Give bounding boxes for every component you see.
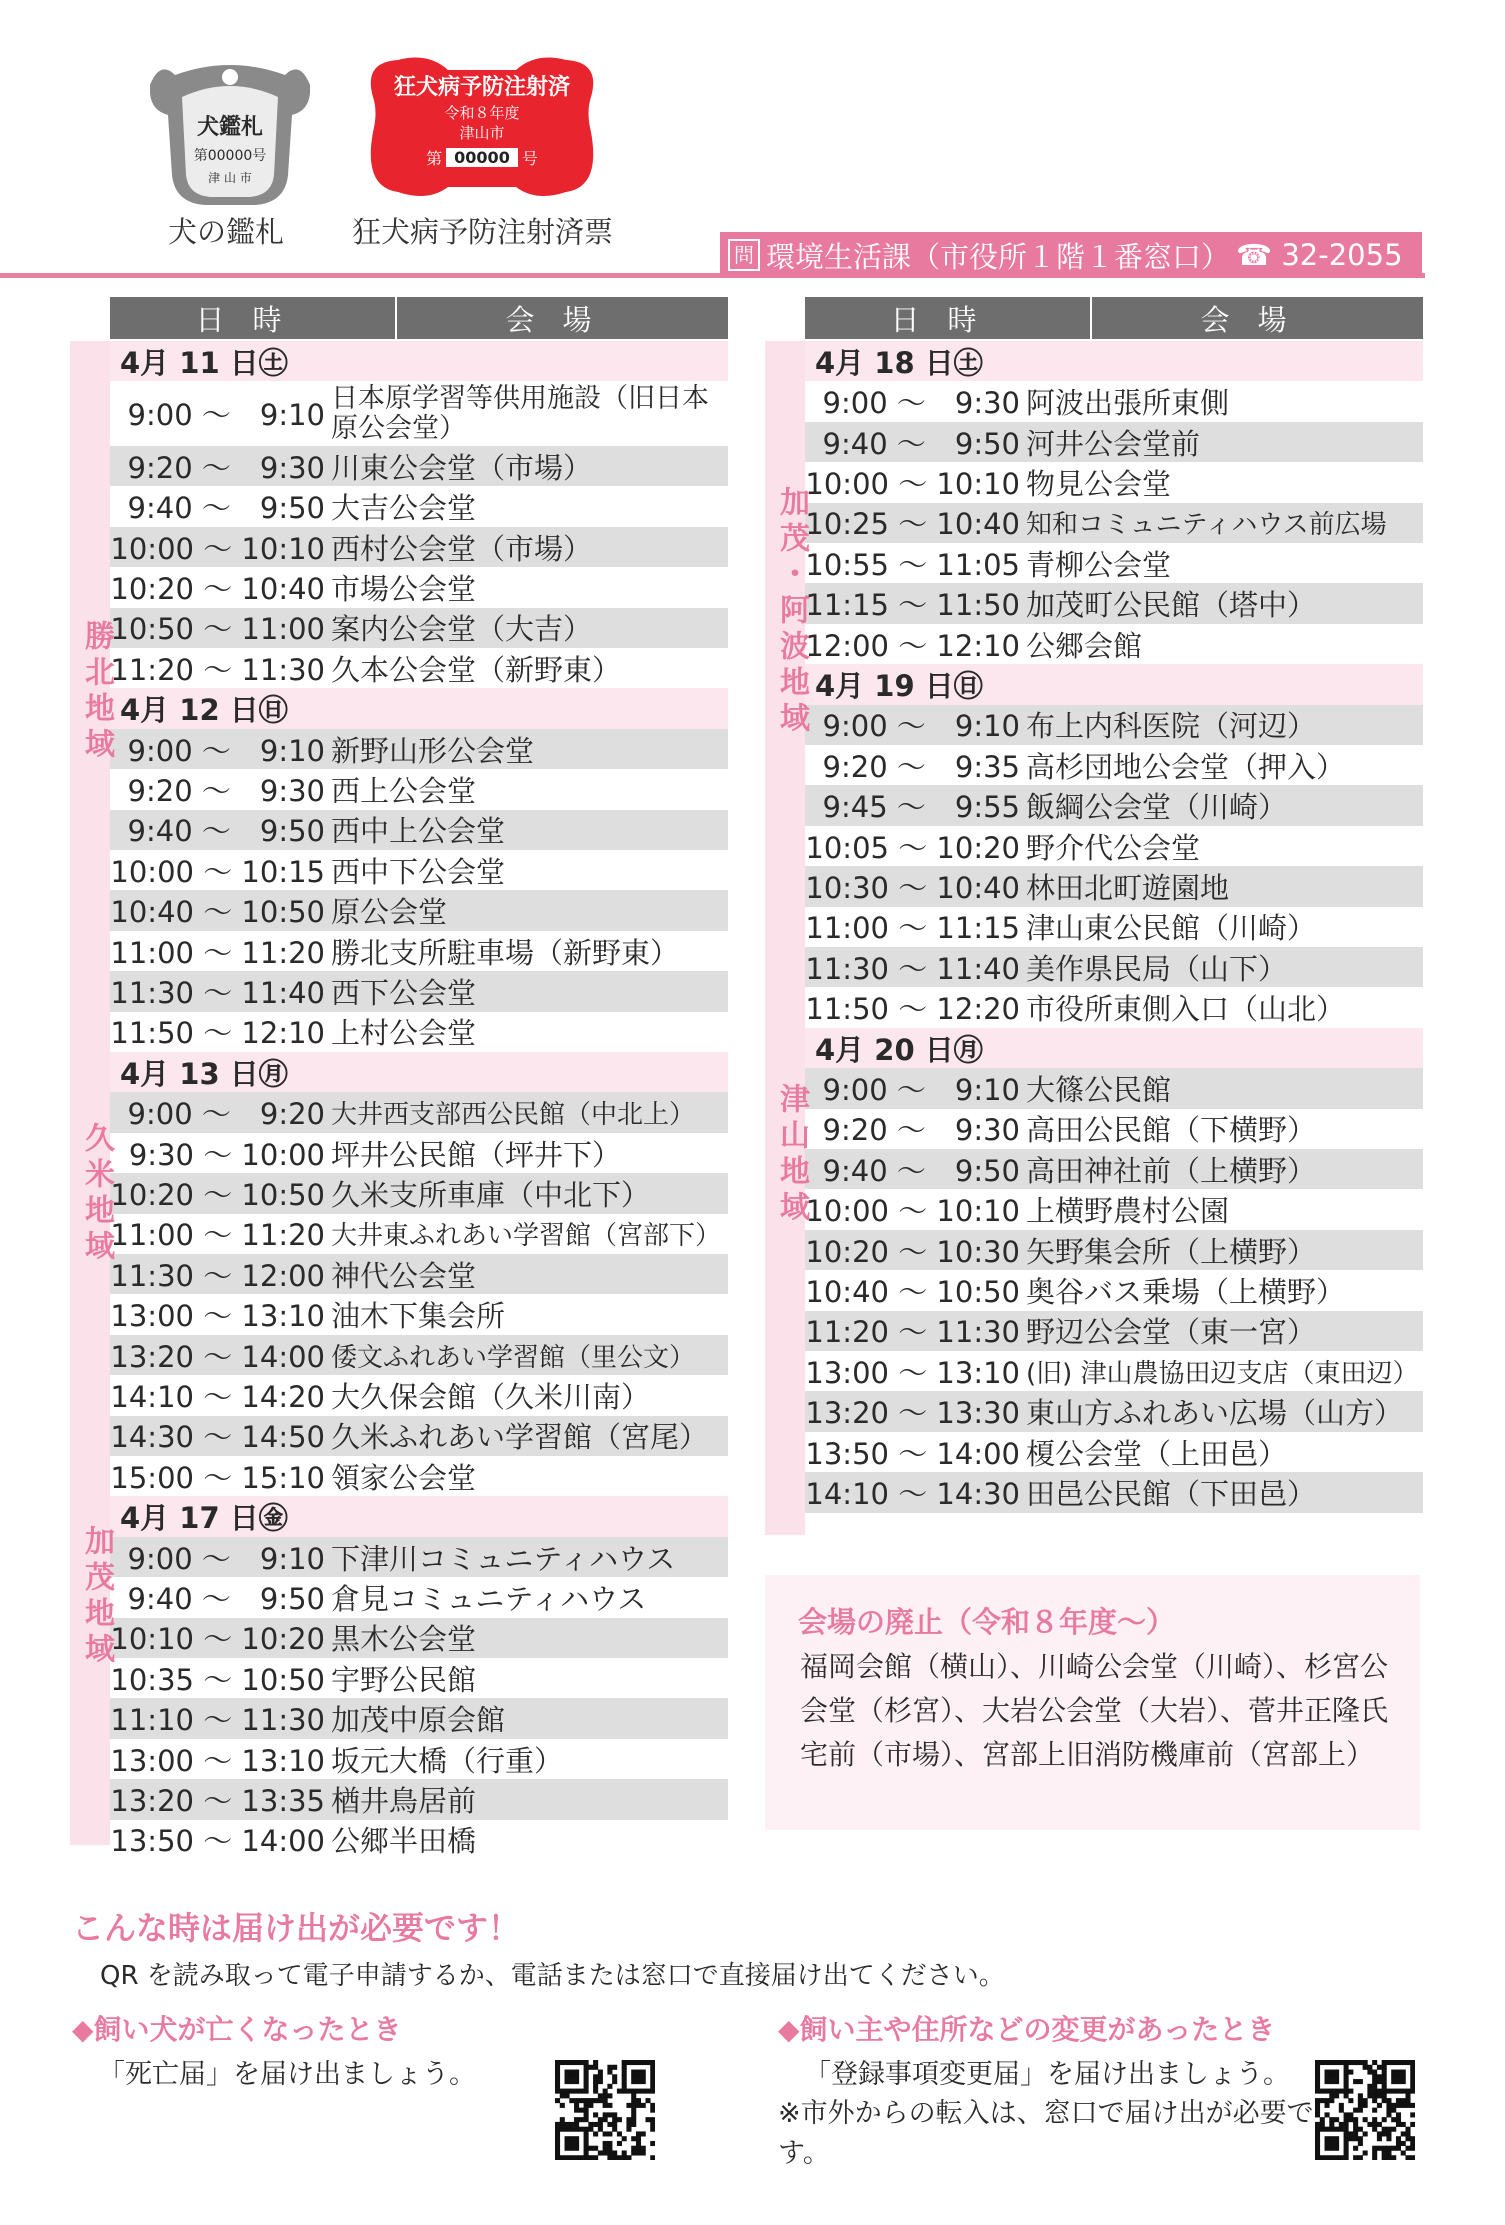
venue-name: 美作県民局（山下）	[1026, 951, 1288, 986]
qr-code-icon	[555, 2060, 655, 2160]
date-label: 4月 19 日㊐	[815, 668, 983, 703]
change-body: 「登録事項変更届」を届け出ましょう。	[804, 2059, 1290, 2090]
time-range: 14:10 ～ 14:20	[110, 1379, 325, 1414]
time-range: 10:55 ～ 11:05	[805, 547, 1020, 582]
schedule-row	[805, 1149, 1423, 1189]
vaccine-tag-prefix: 第	[426, 149, 443, 168]
vaccine-tag-suffix: 号	[521, 149, 538, 168]
date-row	[805, 664, 1423, 704]
time-range: 13:00 ～ 13:10	[805, 1355, 1020, 1390]
schedule-row	[805, 1391, 1423, 1431]
schedule-row	[110, 567, 728, 607]
schedule-row	[110, 1133, 728, 1173]
time-range: 13:20 ～ 14:00	[110, 1339, 325, 1374]
schedule-row	[805, 543, 1423, 583]
venue-name: 案内公会堂（大吉）	[331, 612, 593, 647]
venue-name: 公郷半田橋	[331, 1824, 477, 1859]
qr-code-death[interactable]	[555, 2060, 655, 2160]
schedule-row	[110, 1294, 728, 1334]
time-range: 10:40 ～ 10:50	[110, 895, 325, 930]
schedule-row	[110, 527, 728, 567]
time-range: 10:20 ～ 10:30	[805, 1234, 1020, 1269]
schedule-row	[805, 866, 1423, 906]
schedule-row	[805, 422, 1423, 462]
schedule-row	[110, 729, 728, 769]
schedule-row	[110, 486, 728, 526]
schedule-row	[805, 1472, 1423, 1512]
venue-name: 神代公会堂	[331, 1258, 477, 1293]
schedule-row	[805, 462, 1423, 502]
date-label: 4月 13 日㊊	[120, 1056, 288, 1091]
schedule-row	[110, 931, 728, 971]
venue-name: (旧) 津山農協田辺支店（東田辺）	[1026, 1358, 1419, 1389]
schedule-row	[110, 1820, 728, 1860]
date-row	[805, 1028, 1423, 1068]
venue-name: 河井公会堂前	[1026, 426, 1201, 461]
vaccine-tag-city: 津山市	[459, 124, 505, 142]
notification-intro: QR を読み取って電子申請するか、電話または窓口で直接届け出てください。	[100, 1961, 1005, 1991]
region-label: 加茂地域	[79, 1525, 114, 1669]
time-range: 11:20 ～ 11:30	[110, 652, 325, 687]
schedule-row	[805, 503, 1423, 543]
time-range: 9:20 ～ 9:35	[822, 749, 1020, 784]
time-range: 13:20 ～ 13:30	[805, 1396, 1020, 1431]
venue-name: 楢井鳥居前	[331, 1783, 477, 1818]
schedule-row	[110, 1577, 728, 1617]
vaccine-tag-caption: 狂犬病予防注射済票	[352, 215, 614, 249]
time-range: 9:00 ～ 9:10	[127, 398, 325, 433]
vaccine-tag-number: 00000	[446, 148, 518, 167]
time-range: 11:50 ～ 12:20	[805, 992, 1020, 1027]
time-range: 13:50 ～ 14:00	[805, 1436, 1020, 1471]
venue-name: 奥谷バス乗場（上横野）	[1026, 1274, 1346, 1309]
schedule-row	[805, 1068, 1423, 1108]
time-range: 11:20 ～ 11:30	[805, 1315, 1020, 1350]
venue-name: 林田北町遊園地	[1026, 870, 1230, 905]
schedule-row	[110, 1012, 728, 1052]
schedule-row	[805, 1351, 1423, 1391]
region-label: 勝北地域	[79, 620, 114, 764]
time-range: 11:00 ～ 11:15	[805, 911, 1020, 946]
venue-name: 坂元大橋（行重）	[331, 1743, 564, 1778]
time-range: 11:00 ～ 11:20	[110, 1218, 325, 1253]
contact-department: 環境生活課（市役所１階１番窓口）	[766, 239, 1231, 274]
time-range: 13:50 ～ 14:00	[110, 1824, 325, 1859]
time-range: 9:20 ～ 9:30	[127, 450, 325, 485]
venue-name: 領家公会堂	[331, 1460, 477, 1495]
header-venue: 会場	[395, 297, 728, 339]
notice-body: 福岡会館（横山）、川崎公会堂（川崎）、杉宮公会堂（杉宮）、大岩公会堂（大岩）、菅井正隆氏宅前（市場）、宮部上旧消防機庫前（宮部上）	[800, 1650, 1389, 1771]
venue-name: 青柳公会堂	[1026, 547, 1172, 582]
venue-name: 大篠公民館	[1026, 1072, 1172, 1107]
header-date: 日時	[195, 302, 310, 337]
time-range: 13:20 ～ 13:35	[110, 1783, 325, 1818]
venue-name: 西中上公会堂	[331, 814, 506, 849]
schedule-row	[110, 1658, 728, 1698]
schedule-row	[110, 769, 728, 809]
schedule-row	[110, 810, 728, 850]
venue-name: 久本公会堂（新野東）	[331, 652, 622, 687]
schedule-row	[110, 1698, 728, 1738]
venue-name: 野辺公会堂（東一宮）	[1026, 1315, 1317, 1350]
date-row	[110, 688, 728, 728]
venue-name: 久米ふれあい学習館（宮尾）	[331, 1420, 709, 1455]
venue-name: 西村公会堂（市場）	[331, 531, 593, 566]
notification-title: こんな時は届け出が必要です！	[72, 1909, 521, 1947]
schedule-row	[805, 907, 1423, 947]
schedule-right	[765, 297, 1423, 1537]
venue-name: 飯綱公会堂（川崎）	[1026, 790, 1288, 825]
schedule-row	[805, 1432, 1423, 1472]
date-row	[110, 341, 728, 381]
schedule-row	[110, 1779, 728, 1819]
venue-name: 大井西支部西公民館（中北上）	[331, 1100, 696, 1131]
venue-name: 高田公民館（下横野）	[1026, 1113, 1317, 1148]
schedule-row	[805, 1230, 1423, 1270]
venue-name: 大井東ふれあい学習館（宮部下）	[331, 1221, 722, 1252]
schedule-row	[805, 947, 1423, 987]
schedule-row	[110, 648, 728, 688]
schedule-row	[110, 1173, 728, 1213]
venue-name: 川東公会堂（市場）	[331, 450, 593, 485]
schedule-row	[110, 1092, 728, 1132]
time-range: 12:00 ～ 12:10	[805, 628, 1020, 663]
qr-code-icon	[1315, 2060, 1415, 2160]
time-range: 11:50 ～ 12:10	[110, 1016, 325, 1051]
schedule-row	[805, 785, 1423, 825]
death-heading: ◆飼い犬が亡くなったとき	[72, 2013, 402, 2046]
region-label: 津山地域	[774, 1083, 809, 1227]
time-range: 10:00 ～ 10:10	[805, 1194, 1020, 1229]
venue-name: 上村公会堂	[331, 1016, 477, 1051]
time-range: 10:30 ～ 10:40	[805, 870, 1020, 905]
vaccine-tag-number-row	[416, 146, 548, 169]
venue-name: 久米支所車庫（中北下）	[331, 1177, 651, 1212]
venue-name: 下津川コミュニティハウス	[331, 1541, 676, 1576]
time-range: 11:30 ～ 11:40	[110, 975, 325, 1010]
venue-name: 津山東公民館（川崎）	[1026, 911, 1317, 946]
time-range: 10:00 ～ 10:10	[110, 531, 325, 566]
time-range: 9:00 ～ 9:20	[127, 1097, 325, 1132]
venue-name: 黒木公会堂	[331, 1622, 477, 1657]
schedule-row	[110, 446, 728, 486]
venue-name: 高杉団地公会堂（押入）	[1026, 749, 1346, 784]
venue-name: 野介代公会堂	[1026, 830, 1201, 865]
date-label: 4月 17 日㊎	[120, 1501, 288, 1536]
venue-name: 知和コミュニティハウス前広場	[1026, 510, 1387, 541]
region-label: 加茂・阿波地域	[774, 486, 809, 738]
time-range: 11:10 ～ 11:30	[110, 1703, 325, 1738]
time-range: 13:00 ～ 13:10	[110, 1299, 325, 1334]
schedule-row	[110, 1618, 728, 1658]
schedule-row	[805, 1311, 1423, 1351]
schedule-row	[805, 1109, 1423, 1149]
schedule-row	[110, 1254, 728, 1294]
date-row	[110, 1052, 728, 1092]
venue-name: 加茂中原会館	[331, 1703, 506, 1738]
time-range: 10:25 ～ 10:40	[805, 507, 1020, 542]
time-range: 14:10 ～ 14:30	[805, 1476, 1020, 1511]
table-header	[805, 297, 1423, 339]
schedule-row	[805, 987, 1423, 1027]
venue-name: 坪井公民館（坪井下）	[331, 1137, 622, 1172]
time-range: 10:20 ～ 10:50	[110, 1177, 325, 1212]
time-range: 11:30 ～ 12:00	[110, 1258, 325, 1293]
venue-name: 大吉公会堂	[331, 491, 477, 526]
time-range: 11:15 ～ 11:50	[805, 588, 1020, 623]
venue-name: 市役所東側入口（山北）	[1026, 992, 1346, 1027]
venue-name: 物見公会堂	[1026, 466, 1172, 501]
schedule-row	[110, 1214, 728, 1254]
venue-name: 原公会堂	[331, 895, 448, 930]
time-range: 9:00 ～ 9:10	[127, 733, 325, 768]
time-range: 9:40 ～ 9:50	[127, 491, 325, 526]
venue-name: 西中下公会堂	[331, 854, 506, 889]
schedule-row	[805, 1189, 1423, 1229]
venue-name: 日本原学習等供用施設（旧日本原公会堂）	[331, 382, 709, 444]
region-label: 久米地域	[79, 1122, 114, 1266]
dog-tag-caption: 犬の鑑札	[168, 215, 285, 249]
time-range: 10:00 ～ 10:15	[110, 854, 325, 889]
time-range: 10:00 ～ 10:10	[805, 466, 1020, 501]
time-range: 9:00 ～ 9:10	[822, 709, 1020, 744]
schedule-left	[70, 297, 728, 1859]
venue-name: 田邑公民館（下田邑）	[1026, 1476, 1317, 1511]
schedule-row	[110, 890, 728, 930]
schedule-row	[805, 583, 1423, 623]
inquiry-mark: 問	[728, 239, 760, 271]
death-body: 「死亡届」を届け出ましょう。	[98, 2059, 476, 2090]
schedule-row	[110, 381, 728, 446]
time-range: 9:00 ～ 9:30	[822, 386, 1020, 421]
dog-tag-number: 第00000号	[193, 148, 267, 164]
header-date: 日時	[890, 302, 1005, 337]
dog-tag-city: 津 山 市	[208, 171, 252, 185]
time-range: 13:00 ～ 13:10	[110, 1743, 325, 1778]
schedule-row	[110, 608, 728, 648]
schedule-row	[110, 971, 728, 1011]
schedule-row	[805, 381, 1423, 421]
vaccine-tag-year: 令和８年度	[444, 104, 520, 122]
venue-name: 宇野公民館	[331, 1662, 477, 1697]
dog-license-tag	[150, 55, 310, 207]
schedule-row	[110, 1375, 728, 1415]
time-range: 11:00 ～ 11:20	[110, 935, 325, 970]
notice-title: 会場の廃止（令和８年度～）	[798, 1605, 1176, 1639]
time-range: 9:40 ～ 9:50	[822, 426, 1020, 461]
time-range: 9:30 ～ 10:00	[128, 1137, 325, 1172]
time-range: 10:20 ～ 10:40	[110, 571, 325, 606]
time-range: 9:40 ～ 9:50	[127, 1581, 325, 1616]
time-range: 9:45 ～ 9:55	[822, 790, 1020, 825]
time-range: 9:20 ～ 9:30	[822, 1113, 1020, 1148]
time-range: 9:00 ～ 9:10	[127, 1541, 325, 1576]
schedule-row	[110, 1537, 728, 1577]
time-range: 14:30 ～ 14:50	[110, 1420, 325, 1455]
date-label: 4月 12 日㊐	[120, 693, 288, 728]
time-range: 10:50 ～ 11:00	[110, 612, 325, 647]
time-range: 11:30 ～ 11:40	[805, 951, 1020, 986]
venue-name: 上横野農村公園	[1026, 1194, 1230, 1229]
contact-phone: ☎ 32-2055	[1236, 238, 1403, 272]
schedule-row	[110, 1416, 728, 1456]
header-venue: 会場	[1090, 297, 1423, 339]
schedule-row	[110, 850, 728, 890]
change-note: ※市外からの転入は、窓口で届け出が必要です。	[778, 2098, 1314, 2169]
date-label: 4月 18 日㊏	[815, 345, 983, 380]
vaccine-tag-title: 狂犬病予防注射済	[393, 75, 570, 100]
venue-name: 新野山形公会堂	[331, 733, 535, 768]
venue-name: 倭文ふれあい学習館（里公文）	[331, 1342, 696, 1373]
venue-name: 西上公会堂	[331, 773, 477, 808]
schedule-row	[805, 1270, 1423, 1310]
time-range: 9:40 ～ 9:50	[822, 1153, 1020, 1188]
time-range: 9:20 ～ 9:30	[127, 773, 325, 808]
schedule-row	[110, 1456, 728, 1496]
schedule-row	[805, 624, 1423, 664]
venue-name: 東山方ふれあい広場（山方）	[1026, 1396, 1404, 1431]
venue-name: 布上内科医院（河辺）	[1026, 709, 1317, 744]
dog-tag-title: 犬鑑札	[196, 115, 263, 140]
time-range: 9:40 ～ 9:50	[127, 814, 325, 849]
time-range: 10:10 ～ 10:20	[110, 1622, 325, 1657]
contact-bar	[720, 232, 1422, 278]
venue-name: 阿波出張所東側	[1026, 386, 1230, 421]
venue-name: 高田神社前（上横野）	[1026, 1153, 1317, 1188]
qr-code-change[interactable]	[1315, 2060, 1415, 2160]
venue-name: 榎公会堂（上田邑）	[1026, 1436, 1288, 1471]
venue-name: 加茂町公民館（塔中）	[1026, 588, 1317, 623]
time-range: 15:00 ～ 15:10	[110, 1460, 325, 1495]
time-range: 10:35 ～ 10:50	[110, 1662, 325, 1697]
venue-name: 公郷会館	[1026, 628, 1143, 663]
time-range: 9:00 ～ 9:10	[822, 1072, 1020, 1107]
time-range: 10:40 ～ 10:50	[805, 1274, 1020, 1309]
schedule-row	[805, 826, 1423, 866]
venue-name: 西下公会堂	[331, 975, 477, 1010]
schedule-row	[110, 1739, 728, 1779]
date-label: 4月 11 日㊏	[120, 345, 288, 380]
venue-name: 油木下集会所	[331, 1299, 506, 1334]
venue-name: 倉見コミュニティハウス	[331, 1581, 647, 1616]
vaccination-tag	[368, 52, 596, 204]
time-range: 10:05 ～ 10:20	[805, 830, 1020, 865]
venue-name: 勝北支所駐車場（新野東）	[331, 935, 680, 970]
venue-name: 矢野集会所（上横野）	[1026, 1234, 1317, 1269]
table-header	[110, 297, 728, 339]
date-row	[110, 1496, 728, 1536]
schedule-row	[805, 705, 1423, 745]
venue-name: 市場公会堂	[331, 571, 477, 606]
schedule-row	[805, 745, 1423, 785]
date-label: 4月 20 日㊊	[815, 1032, 983, 1067]
change-heading: ◆飼い主や住所などの変更があったとき	[778, 2013, 1276, 2046]
venue-name: 大久保会館（久米川南）	[331, 1379, 651, 1414]
schedule-row	[110, 1335, 728, 1375]
date-row	[805, 341, 1423, 381]
